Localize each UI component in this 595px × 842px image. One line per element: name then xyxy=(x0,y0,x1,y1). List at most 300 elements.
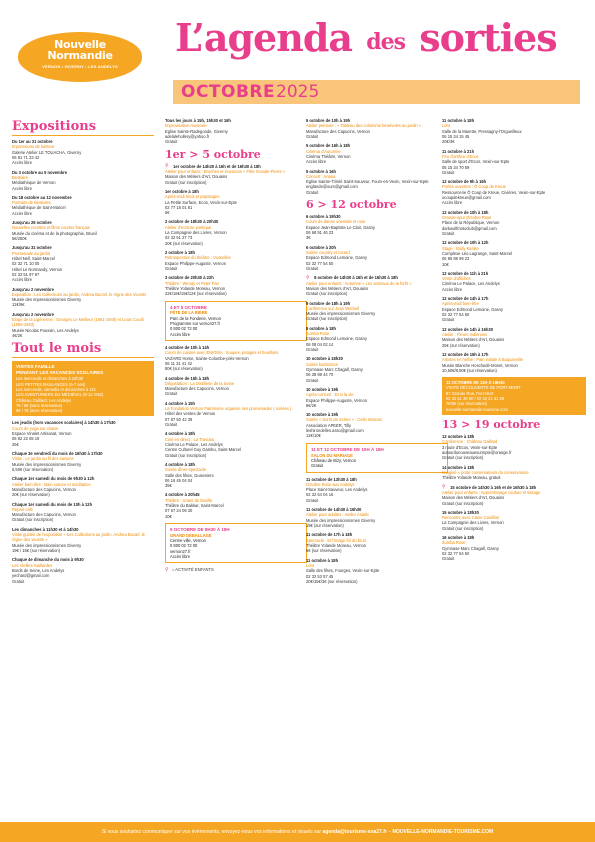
title-part-c: sorties xyxy=(419,15,557,60)
event-details-line: 10,50€/8,50€ (sur réservation) xyxy=(442,367,497,373)
event-title[interactable]: Atelier d'écriture poétique xyxy=(165,224,212,230)
box-title: SALON DU MARIAGE xyxy=(311,452,353,458)
event-details-line: Association APEER, Tilly xyxy=(306,422,352,428)
event-details-line: 07 67 24 09 30 xyxy=(165,508,193,514)
event-details-line: Espace Edmond Lemoine, Gasny xyxy=(306,255,367,261)
event-item xyxy=(442,434,586,461)
event-details-line: Gratuit (sur inscription) xyxy=(442,455,484,461)
event-item xyxy=(306,326,448,353)
event-item xyxy=(12,195,154,216)
event-details xyxy=(306,367,448,383)
event-details xyxy=(306,423,448,439)
event-details xyxy=(442,220,586,236)
event-title[interactable]: Atelier pour enfants : Automne « Les animaux de la forêt » xyxy=(306,280,412,286)
event-details-line: Médiathèque de Saint-Marcel xyxy=(12,205,66,211)
event-item xyxy=(165,401,307,428)
event-details-line: Gratuit xyxy=(165,422,178,428)
event-details-line: darkwolfmotoclub@gmail.com xyxy=(442,225,497,231)
event-date: ⚲ 1er octobre de 14h30 à 16h et de 16h30 à 18h xyxy=(165,162,261,169)
event-details-line: Accès libre xyxy=(12,277,33,283)
event-details xyxy=(165,386,307,397)
event-title[interactable]: Soirée « Sortir de Scène » : Cello Woman xyxy=(306,417,382,423)
event-details xyxy=(442,159,586,175)
event-item xyxy=(442,240,586,267)
logo-line3: VERNON • GIVERNY • LES ANDELYS xyxy=(42,64,118,69)
event-details-line: Espace Philippe-Auguste, Vernon xyxy=(306,397,367,403)
box-details xyxy=(170,316,302,337)
event-title[interactable]: Eloge de la Ligérienne : Georges Le Meilleur (1861-1945) et Louis Coutil (1856-1943) xyxy=(12,317,144,328)
highlight-box xyxy=(12,361,154,416)
event-details-line: 02 32 77 54 50 xyxy=(442,551,470,557)
event-details-line: Espace Philippe-Auguste, Vernon xyxy=(165,260,226,266)
event-details-line: Eglise Sainte-Radegonde, Giverny xyxy=(165,128,228,134)
event-details xyxy=(12,256,154,283)
event-title[interactable]: Soirée country et rocard xyxy=(306,249,350,255)
month-banner xyxy=(173,80,580,104)
event-date: 9 octobre de 18h à 19h xyxy=(306,300,351,306)
event-details-line: 80€ (sur réservation) xyxy=(165,366,203,372)
event-title[interactable]: Loto xyxy=(442,123,450,129)
event-title[interactable]: Bestiaire xyxy=(12,174,28,180)
event-item xyxy=(12,502,154,523)
event-item xyxy=(12,420,154,447)
event-title[interactable]: Après-concert : Et si la vie xyxy=(306,392,354,398)
event-date: Du 1er au 31 octobre xyxy=(12,139,53,144)
event-item xyxy=(12,220,154,241)
event-details-line: 5,50€ (sur réservation) xyxy=(12,466,54,472)
event-item xyxy=(306,169,448,196)
event-details-line: Musée des impressionnismes Giverny xyxy=(306,311,376,317)
event-details-line: 06 81 71 23 42 xyxy=(12,154,40,160)
event-details-line: Maison des Métiers d'Art, Douains xyxy=(306,285,369,291)
box-details-line: nouvelle-normandie-tourisme.com xyxy=(446,406,508,412)
event-title[interactable]: Zumba Rose xyxy=(442,540,466,546)
event-details-line: Accès libre xyxy=(12,160,33,166)
event-details-line: 22€/16€/15€/12€ (sur réservation) xyxy=(165,291,227,297)
event-details-line: Galerie Atelier LE TOUACHA, Giverny xyxy=(12,149,82,155)
event-date: 11 octobre de 14h30 à 16h30 xyxy=(306,507,362,513)
event-details-line: Accès libre xyxy=(12,185,33,191)
box-line: 9€ / 7€ (avec réservation) xyxy=(16,408,63,414)
event-details xyxy=(306,311,448,322)
event-details xyxy=(12,462,154,473)
event-date: Jusqu'au 31 octobre xyxy=(12,245,52,251)
event-item xyxy=(442,296,586,323)
event-details-line: 02 32 54 04 16 xyxy=(306,492,334,498)
event-title[interactable]: Spectacle : Et l'image fût du bruit xyxy=(306,537,366,543)
event-details-line: Gratuit (sur inscription) xyxy=(165,179,207,185)
event-item xyxy=(165,118,307,145)
event-title[interactable]: Atelier pour enfants : Apprentissage couture et tissage xyxy=(442,489,541,495)
box-line: Les mercredis, samedis et dimanches à 11h xyxy=(16,386,96,392)
event-details-line: 06 15 34 15 45 xyxy=(442,133,470,139)
event-details-line: 06 11 31 41 42 xyxy=(165,360,193,366)
event-title[interactable]: Nouvelles recettes et films courtes français xyxy=(12,225,90,231)
event-date: 12 octobre de 14h à 16h30 xyxy=(442,326,493,332)
event-title[interactable]: Rencontre avec Claire Castillon xyxy=(442,515,500,521)
event-details-line: 5€ xyxy=(165,210,170,216)
kids-activity-icon: ⚲ xyxy=(306,274,310,281)
event-title[interactable]: Portes ouvertes : Ô Coup de Kreue xyxy=(442,184,506,190)
box-details xyxy=(170,538,302,559)
event-details xyxy=(306,568,448,584)
event-details-line: 20€/15€/3€ (sur réservation) xyxy=(306,578,358,584)
event-details-line: Bords de Seine, Les Andelys xyxy=(12,567,65,573)
event-details xyxy=(442,520,586,531)
event-title[interactable]: Impressions de lointeur xyxy=(12,144,55,150)
event-details xyxy=(442,190,586,206)
event-details-line: Gratuit xyxy=(442,169,455,175)
event-details-line: 5€ (sur réservation) xyxy=(306,548,342,554)
event-title[interactable]: Conférence : Château Gaillard xyxy=(442,439,498,445)
event-item xyxy=(442,271,586,292)
event-details-line: Gymnase Marc Chagall, Gasny xyxy=(306,366,363,372)
event-title[interactable]: Atelier pour enfants : Broches et écussons « Fête Grande-Pierre » xyxy=(165,168,286,174)
event-details-line: Musée des impressionnismes Giverny xyxy=(12,297,82,303)
event-date: Les jeudis (hors vacances scolaires) à 14h30 à 17h30 xyxy=(12,420,116,426)
event-details-line: Gratuit xyxy=(165,391,178,397)
event-details xyxy=(165,174,307,185)
event-item xyxy=(442,149,586,176)
event-details-line: 02 32 77 54 50 xyxy=(306,260,334,266)
event-details-line: 02 77 18 01 81 xyxy=(165,204,193,210)
event-details xyxy=(12,431,154,447)
event-details-line: 19€ / 15€ (sur réservation) xyxy=(12,548,61,553)
event-details xyxy=(306,336,448,352)
event-details-line: 8€/2€ xyxy=(306,402,317,408)
event-details-line: Gratuit xyxy=(165,139,178,145)
event-details-line: Gratuit (sur inscription) xyxy=(442,500,484,506)
event-title[interactable]: Conférence sur Joan Mitchell xyxy=(306,305,360,311)
event-details-line: 35€ xyxy=(165,483,172,489)
event-date: 4 octobre à 20h45 xyxy=(165,492,200,498)
event-date: 5 octobre de 16h à 18h xyxy=(306,143,351,149)
footer-text: Si vous souhaitez communiquer sur vos événements, envoyez-nous vos informations et visuels sur xyxy=(101,829,323,835)
box-details-line: Accès libre xyxy=(170,331,191,337)
event-item xyxy=(12,312,154,339)
event-details xyxy=(12,205,154,216)
event-title[interactable]: Concert : Ariana xyxy=(306,173,336,179)
event-item xyxy=(306,245,448,272)
event-details-line: Accès libre xyxy=(306,159,327,165)
event-item xyxy=(165,189,307,216)
event-title[interactable]: Atelier : Fleurs Indiennes xyxy=(442,331,488,337)
event-details xyxy=(442,281,586,292)
event-details-line: Espace Jean-Baptiste Le Clair, Gasny xyxy=(306,224,375,230)
highlight-box xyxy=(306,443,448,473)
event-title[interactable]: Cours de danse orientale et rose xyxy=(306,219,366,225)
event-item xyxy=(165,376,307,397)
event-item xyxy=(165,164,307,185)
event-item xyxy=(165,250,307,271)
event-details-line: yechard@gmail.com xyxy=(12,573,50,579)
event-item xyxy=(12,139,154,166)
event-details-line: 06 08 04 02 14 xyxy=(306,341,334,347)
event-details-line: 06 68 91 46 23 xyxy=(306,230,334,235)
event-title[interactable]: Grande-spur Octobre Rose xyxy=(442,215,492,220)
event-details-line: Gratuit xyxy=(306,189,319,195)
event-item xyxy=(12,476,154,497)
event-date: 11 octobre à 18h xyxy=(306,557,339,563)
box-line: 7€ / 5€ (sans réservation) xyxy=(16,402,63,408)
event-title[interactable]: Soirée dîner-spectacle xyxy=(165,467,206,473)
event-details-line: Gratuit xyxy=(306,347,319,353)
box-title: FÊTE DE LA BIÈRE xyxy=(170,310,208,316)
event-details-line: 3 route d'Ecos, Vexin-sur-Epte xyxy=(442,444,498,450)
event-details xyxy=(12,487,154,498)
event-date: 4 octobre de 10h à 14h xyxy=(165,344,210,350)
event-details xyxy=(165,411,307,427)
event-details xyxy=(165,473,307,489)
event-item xyxy=(306,301,448,322)
footer-separator: – xyxy=(386,829,393,835)
event-item xyxy=(442,327,586,348)
event-details xyxy=(12,180,154,191)
event-date: 11 octobre de 13h30 à 18h xyxy=(306,476,357,482)
event-date: 16 octobre à 18h xyxy=(442,535,475,541)
event-date: Jusqu'au 26 octobre xyxy=(12,220,52,226)
event-details-line: 20€ (sur réservation) xyxy=(12,492,50,498)
event-details xyxy=(165,286,307,297)
event-title[interactable]: Zumba Rose xyxy=(306,331,330,337)
event-title[interactable]: Loto xyxy=(306,562,314,568)
event-details-line: Théâtre du Bakkar, Saint-Marcel xyxy=(165,503,224,509)
event-details-line: Gratuit xyxy=(442,317,455,323)
box-details xyxy=(311,458,443,469)
event-details xyxy=(165,261,307,272)
event-details-line: Gratuit (sur inscription) xyxy=(306,316,348,322)
event-details xyxy=(12,568,154,584)
section-title-expositions: Expositions xyxy=(12,120,154,136)
logo-line1: Nouvelle xyxy=(54,38,106,51)
event-title[interactable]: Cinéma d'Automne xyxy=(306,148,341,154)
legend-text: = ACTIVITÉ ENFANTS xyxy=(172,567,214,573)
box-heading: PENDANT LES VACANCES SCOLAIRES xyxy=(16,370,104,376)
event-details-line: Manufacture des Capucins, Vernon xyxy=(306,128,370,134)
event-details-line: Complexe Léo Lagrange, Saint-Marcel xyxy=(442,250,513,256)
event-details-line: Place de la République, Vernon xyxy=(442,220,500,226)
footer-website-link[interactable]: NOUVELLE-NORMANDIE-TOURISME.COM xyxy=(392,829,494,835)
event-item xyxy=(306,507,448,528)
event-title[interactable]: Cours de yoga sur chaise xyxy=(12,425,59,431)
event-details xyxy=(12,328,154,339)
event-details-line: Gratuit xyxy=(442,556,455,562)
event-details-line: 5€/250€ xyxy=(12,236,27,241)
event-title[interactable]: Exposition : Les Collections au jardin, Andrea Bucarl, le règne des Vivants xyxy=(12,291,147,297)
event-date: Chaque 1er samedi du mois de 10h à 12h xyxy=(12,501,93,507)
event-details-line: Espace Edmond Lemoine, Gasny xyxy=(442,306,503,312)
event-item xyxy=(442,510,586,531)
event-item xyxy=(306,143,448,164)
event-details-line: Espace Vinalet Artisanat, Vernon xyxy=(12,431,72,437)
event-details-line: Accès libre xyxy=(12,210,33,216)
event-date: ⚲ 8 octobre de 14h30 à 16h et de 16h30 à 18h xyxy=(306,274,398,281)
event-details-line: 06 16 45 04 04 xyxy=(165,477,193,483)
event-item xyxy=(12,527,154,554)
event-title[interactable]: Théâtre : Uriant de famille xyxy=(165,497,213,503)
event-details-line: La Compagnie des Livres, Vernon xyxy=(442,520,504,526)
event-title[interactable]: Promenade au jardin xyxy=(12,250,51,256)
event-details-line: Salle de la Marette, Pressagny-l'Orgueilleux xyxy=(442,128,522,134)
event-item xyxy=(306,214,448,241)
event-date: 4 octobre à 18h xyxy=(165,431,196,437)
event-date: 11 octobre à 18h xyxy=(442,118,475,123)
event-title[interactable]: Après-midi bien-être xyxy=(442,301,479,307)
event-details-line: 25€ xyxy=(12,441,19,447)
event-title[interactable]: Imaginé « porte conservateurs du conservatoire xyxy=(442,469,529,475)
box-line: Les mercredis et dimanches à 10h30 xyxy=(16,376,84,382)
box-heading: 4 ET 5 OCTOBRE xyxy=(170,304,207,310)
event-title[interactable]: Artistes en herbe : Pain initiale à Baquanville xyxy=(442,357,524,363)
box-details-line: 0 800 02 72 00 xyxy=(170,326,198,332)
event-title[interactable]: Improvisation musicale xyxy=(165,123,207,129)
event-title[interactable]: Après-midi tricot et papotages xyxy=(165,194,220,200)
event-title[interactable]: Rétrospective du théâtre : Vivarelles xyxy=(165,255,231,261)
event-title[interactable]: Portraits de Bestioles xyxy=(12,200,51,206)
event-details-line: La Compagnie des Livres, Vernon xyxy=(165,230,227,236)
event-item xyxy=(442,535,586,562)
kids-activity-icon: ⚲ xyxy=(442,483,446,490)
event-details-line: 02 32 51 97 97 xyxy=(12,271,40,277)
event-title[interactable]: Visite : Le jardin au fil des saisons xyxy=(12,456,74,462)
event-details-line: Musée des impressionnismes Giverny xyxy=(12,461,82,467)
event-title[interactable]: Atelier peinture : « Tableau des colorisme bénévoles au jardin » xyxy=(306,123,422,129)
event-date: 12 octobre de 11h à 21h xyxy=(442,270,489,276)
event-item xyxy=(442,179,586,206)
event-details-line: Maison des Métiers d'Art, Douains xyxy=(165,174,228,180)
event-details xyxy=(165,503,307,519)
event-item xyxy=(165,492,307,519)
event-details-line: 10€ xyxy=(442,261,449,267)
event-date: Jusqu'au 2 novembre xyxy=(12,311,54,317)
event-details-line: Salle de sport d'Ecos, Vexin-sur-Epte xyxy=(442,159,510,165)
event-details-line: Hôtel des ventes de Vernon xyxy=(165,411,216,417)
event-title[interactable]: Ciné en direct : La Traviata xyxy=(165,436,214,442)
box-details-line: Château de Bizy, Vernon xyxy=(311,457,356,463)
event-title[interactable]: Les Vieilles Gaillardes xyxy=(12,562,53,568)
event-details-line: Gratuit xyxy=(165,265,178,271)
column-3 xyxy=(306,118,448,588)
event-item xyxy=(165,462,307,489)
event-details-line: Théâtre Yolande Moreau, gratuit xyxy=(442,475,501,481)
event-details-line: Place Saint-Sauveur, Les Andelys xyxy=(306,487,368,493)
event-date: 12 octobre de 10h à 18h xyxy=(442,209,489,215)
event-title[interactable]: Repair café xyxy=(12,506,33,512)
box-details-line: Programme sur vernon27.fr xyxy=(170,321,221,327)
box-heading: 12 OCTOBRE DE 11H À 18H30 xyxy=(446,380,505,386)
event-date: 4 octobre de 15h à 18h xyxy=(165,375,210,381)
event-title[interactable]: Feu d'artifice d'Ecos xyxy=(442,153,479,159)
section-title-month: Tout le mois xyxy=(12,342,154,358)
event-date: Du 18 octobre au 12 novembre xyxy=(12,194,72,200)
event-details-line: 3€ xyxy=(306,235,311,241)
event-date: 2 octobre de 18h30 à 20h30 xyxy=(165,219,219,225)
event-date: 1er octobre à 18h xyxy=(165,188,199,194)
event-details-line: 02 32 51 27 73 xyxy=(165,235,193,241)
event-title[interactable]: Dégustation : La Distillerie de la Seine xyxy=(165,380,235,386)
event-details xyxy=(442,475,586,480)
box-heading: VISITES FAMILLE xyxy=(16,364,55,370)
event-details xyxy=(442,129,586,145)
event-details-line: Musée Blanche Hoschedé-Monet, Vernon xyxy=(442,362,518,368)
event-date: Chaque 4e dimanche du mois à 9h30 xyxy=(12,557,84,563)
event-details-line: Manufacture des Capucins, Vernon xyxy=(12,486,76,492)
box-details-line: 02 32 51 39 60 / 02 32 21 31 29 xyxy=(446,396,505,402)
event-details xyxy=(442,251,586,267)
event-details-line: englande@ours@gmail.com xyxy=(306,184,358,190)
event-details-line: Musée des impressionnismes Giverny xyxy=(306,517,376,523)
event-details xyxy=(12,297,154,308)
event-details xyxy=(12,512,154,523)
event-details-line: Musée Nicolas Poussin, Les Andelys xyxy=(12,327,79,333)
box-details-line: Accès libre xyxy=(170,554,191,560)
box-details-line: 87 Grande Rue, Port-Mort xyxy=(446,390,494,396)
box-title: GRAND DÉBALLAGE xyxy=(170,532,212,538)
event-item xyxy=(12,451,154,472)
event-details xyxy=(306,225,448,241)
event-date: 12 octobre de 14h à 17h xyxy=(442,296,489,302)
event-date: 12 octobre de 10h à 12h xyxy=(442,240,489,246)
event-details-line: autourdunouveauesurmpte@orange.fr xyxy=(442,449,512,455)
event-date: Tous les jours à 15h, 15h30 et 16h xyxy=(165,118,231,123)
event-details-line: 02 32 71 10 00 xyxy=(12,261,40,267)
event-item xyxy=(12,170,154,191)
event-details-line: 20€/3€ xyxy=(442,139,455,145)
event-details xyxy=(442,445,586,461)
event-title[interactable]: Atelier bien-être : Bain sonore et méditation xyxy=(12,481,91,487)
box-line: LES AVENTURIERS DU MÉDIÉVAL (8-12 ANS) xyxy=(16,392,104,398)
event-title[interactable]: La Fondation Vernon Patrimoine organise ses promenades ( soirées ) xyxy=(165,406,292,412)
event-details xyxy=(165,442,307,458)
event-details-line: Ressourcerie Ô Coup de Kreue, Civières, Vexin-sur-Epte xyxy=(442,189,546,195)
event-title[interactable]: Visite guidée de l'exposition « Les Collections au jardin, Andrea Bucarl, le règne des vivants » xyxy=(12,532,145,543)
event-details xyxy=(306,543,448,554)
event-title[interactable]: Soirée badminton xyxy=(306,361,339,367)
event-details xyxy=(306,179,448,195)
box-details-line: 0 800 02 72 00 xyxy=(170,543,198,549)
event-details-line: Centre Culturel Guy Gambu, Saint-Marcel xyxy=(165,447,241,453)
event-details-line: 12€/9€ xyxy=(12,302,25,308)
event-title[interactable]: Vente d'affiches xyxy=(442,276,471,282)
event-item xyxy=(12,245,154,282)
event-title[interactable]: Stage : Body Karate xyxy=(442,245,479,251)
year-label: 2025 xyxy=(276,82,320,102)
event-details-line: adelalehollery@yahoo.fr xyxy=(165,133,210,139)
event-title[interactable]: Cours de cuisine avec ENIGMA : Soupes, potages et bouillons xyxy=(165,350,279,356)
event-title[interactable]: Atelier pour adultes : Atelier Asiatic xyxy=(306,512,370,518)
event-item xyxy=(442,485,586,506)
event-date: 6 octobre à 20h xyxy=(306,244,337,250)
event-date: 10 octobre à 19h xyxy=(306,386,339,392)
column-2 xyxy=(165,118,307,573)
event-item xyxy=(12,557,154,584)
event-details-line: Gratuit (sur inscription) xyxy=(12,517,54,523)
event-item xyxy=(165,345,307,372)
event-item xyxy=(306,558,448,585)
event-details xyxy=(306,518,448,529)
column-4 xyxy=(442,118,586,566)
event-item xyxy=(306,532,448,553)
event-date: 5 octobre à 16h xyxy=(306,168,337,174)
event-details-line: 06 85 98 99 23 xyxy=(442,256,470,262)
event-title[interactable]: Octobre Rose aux Andelys xyxy=(306,481,355,487)
event-item xyxy=(442,352,586,373)
event-item xyxy=(306,477,448,504)
box-line: LES PETITES BAULANCES (5-7 ans) xyxy=(16,381,86,387)
event-details-line: Manufacture des Capucins, Vernon xyxy=(12,512,76,518)
event-title[interactable]: Théâtre : Wendy et Peter Pan xyxy=(165,280,220,286)
footer-email-link[interactable]: agenda@tourisme-sna27.fr xyxy=(322,829,387,835)
